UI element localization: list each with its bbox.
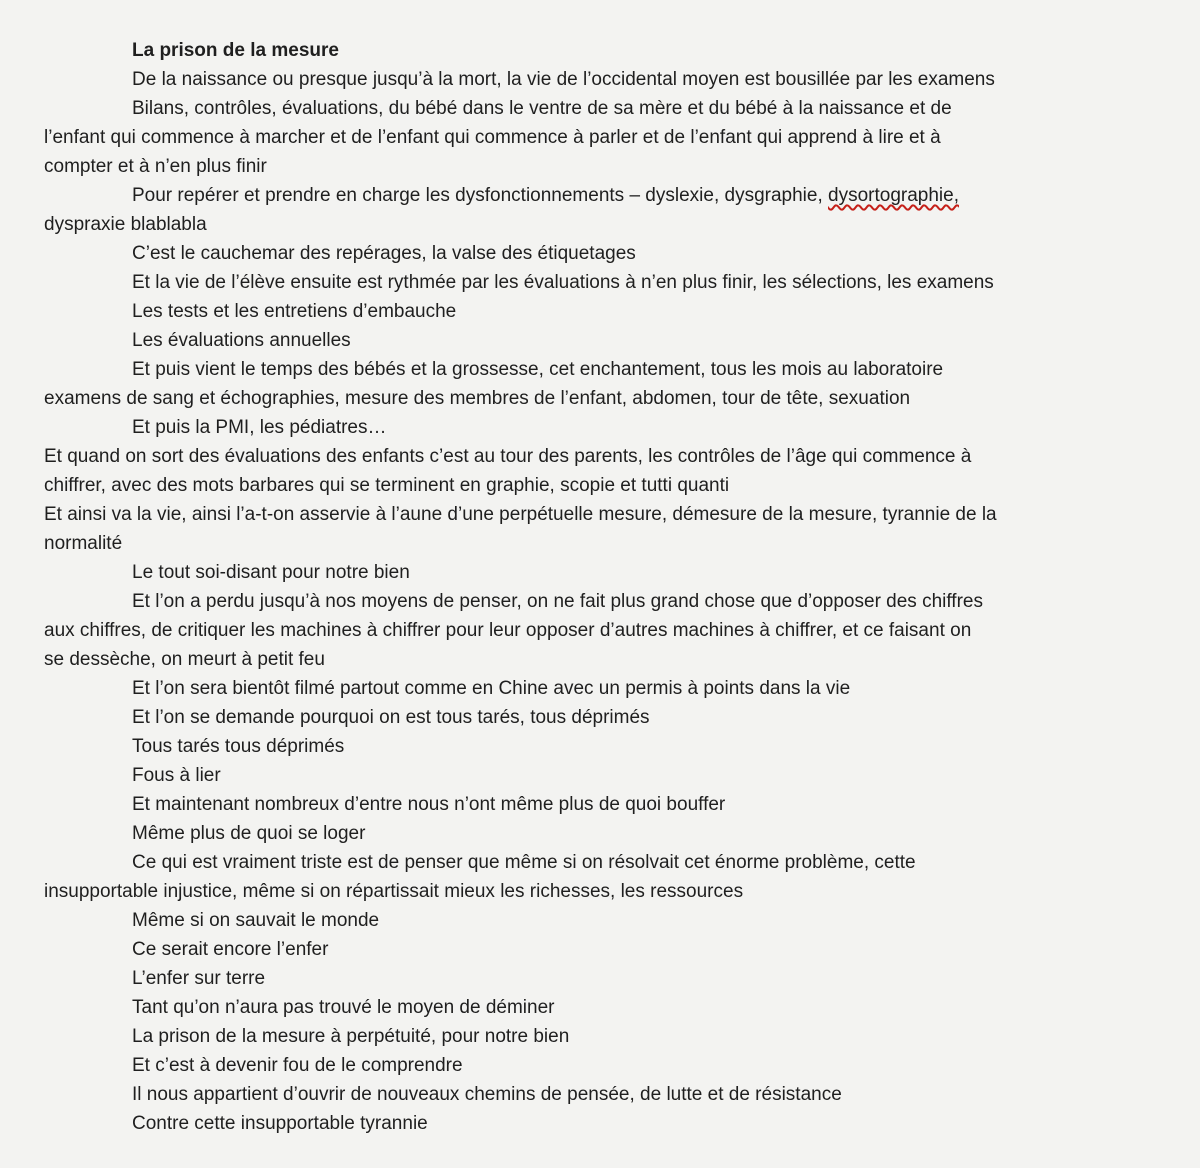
text-line: Les évaluations annuelles (132, 330, 351, 351)
text-line: aux chiffres, de critiquer les machines à chiffrer pour leur opposer d’autres machines à chiffrer, et ce faisant on (44, 620, 972, 641)
text-line: Fous à lier (132, 765, 221, 786)
text-line: examens de sang et échographies, mesure des membres de l’enfant, abdomen, tour de tête, sexuation (44, 388, 911, 409)
document-text (44, 36, 1170, 1138)
text-line: chiffrer, avec des mots barbares qui se terminent en graphie, scopie et tutti quanti (44, 475, 730, 496)
text-line: Et l’on se demande pourquoi on est tous tarés, tous déprimés (132, 707, 650, 728)
text-line: La prison de la mesure à perpétuité, pour notre bien (132, 1026, 570, 1047)
text-line: Les tests et les entretiens d’embauche (132, 301, 457, 322)
text-line: Et puis la PMI, les pédiatres… (132, 417, 387, 438)
text-line: Et puis vient le temps des bébés et la grossesse, cet enchantement, tous les mois au laboratoire (132, 359, 944, 380)
text-line: Même plus de quoi se loger (132, 823, 366, 844)
text-line: compter et à n’en plus finir (44, 156, 267, 177)
text-line (44, 181, 1170, 210)
text-run: Pour repérer et prendre en charge les dysfonctionnements – dyslexie, dysgraphie, (132, 185, 829, 206)
text-line: L’enfer sur terre (132, 968, 266, 989)
text-line: Et c’est à devenir fou de le comprendre (132, 1055, 463, 1076)
text-line: Le tout soi-disant pour notre bien (132, 562, 410, 583)
text-line: Et l’on a perdu jusqu’à nos moyens de penser, on ne fait plus grand chose que d’opposer des chiffres (132, 591, 983, 612)
text-line: Tant qu’on n’aura pas trouvé le moyen de déminer (132, 997, 555, 1018)
text-line: se dessèche, on meurt à petit feu (44, 649, 325, 670)
text-line: l’enfant qui commence à marcher et de l’enfant qui commence à parler et de l’enfant qui apprend à lire et à (44, 127, 941, 148)
text-line: De la naissance ou presque jusqu’à la mort, la vie de l’occidental moyen est bousillée par les examens (132, 69, 995, 90)
spellcheck-underlined-word: dysortographie, (828, 185, 959, 206)
text-line: Ce serait encore l’enfer (132, 939, 329, 960)
text-line: Même si on sauvait le monde (132, 910, 380, 931)
text-line: Bilans, contrôles, évaluations, du bébé dans le ventre de sa mère et du bébé à la naissance et de (132, 98, 952, 119)
text-line: Ce qui est vraiment triste est de penser que même si on résolvait cet énorme problème, cette (132, 852, 916, 873)
text-line: normalité (44, 533, 123, 554)
document-title-line: La prison de la mesure (132, 40, 339, 61)
text-line: Tous tarés tous déprimés (132, 736, 345, 757)
text-line: Contre cette insupportable tyrannie (132, 1113, 428, 1134)
text-line: Et la vie de l’élève ensuite est rythmée par les évaluations à n’en plus finir, les sélections, les examens (132, 272, 994, 293)
text-line: insupportable injustice, même si on répartissait mieux les richesses, les ressources (44, 881, 744, 902)
text-line: Et maintenant nombreux d’entre nous n’ont même plus de quoi bouffer (132, 794, 726, 815)
text-line: Et l’on sera bientôt filmé partout comme en Chine avec un permis à points dans la vie (132, 678, 851, 699)
text-line: dyspraxie blablabla (44, 214, 207, 235)
text-line: Et ainsi va la vie, ainsi l’a-t-on asservie à l’aune d’une perpétuelle mesure, démesure de la mesure, tyrannie de la (44, 504, 997, 525)
text-line: C’est le cauchemar des repérages, la valse des étiquetages (132, 243, 636, 264)
text-line: Et quand on sort des évaluations des enfants c’est au tour des parents, les contrôles de l’âge qui commence à (44, 446, 972, 467)
text-line: Il nous appartient d’ouvrir de nouveaux chemins de pensée, de lutte et de résistance (132, 1084, 842, 1105)
